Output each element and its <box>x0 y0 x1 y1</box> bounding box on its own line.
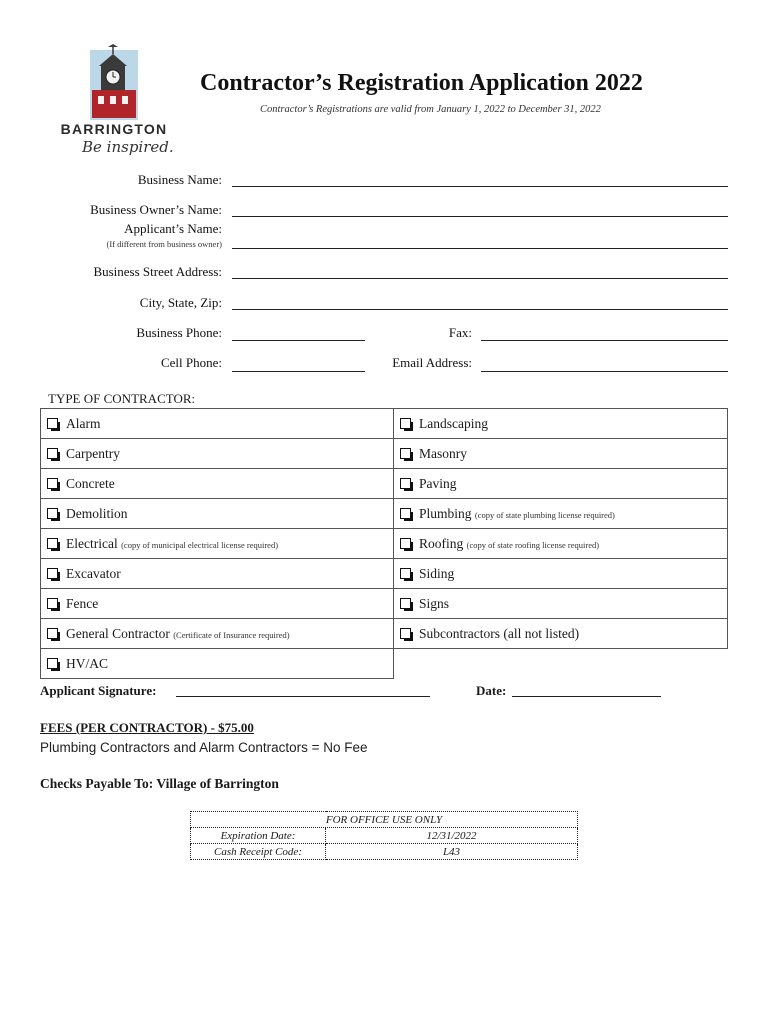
street-label: Business Street Address: <box>93 264 222 279</box>
contractor-type-heading: TYPE OF CONTRACTOR: <box>48 391 196 406</box>
type-cell[interactable] <box>394 439 728 469</box>
type-label: Paving <box>419 475 457 491</box>
office-value: L43 <box>326 844 578 860</box>
type-cell[interactable] <box>394 529 728 559</box>
checkbox-icon[interactable] <box>47 478 58 489</box>
table-row <box>41 409 728 439</box>
checkbox-icon[interactable] <box>47 508 58 519</box>
type-cell[interactable] <box>41 499 394 529</box>
table-row <box>41 649 728 679</box>
applicant-name-label: Applicant’s Name: <box>124 221 222 236</box>
checkbox-icon[interactable] <box>400 478 411 489</box>
type-cell[interactable] <box>41 649 394 679</box>
table-row <box>41 469 728 499</box>
type-cell[interactable] <box>41 529 394 559</box>
type-cell[interactable] <box>41 589 394 619</box>
applicant-name-field[interactable] <box>232 248 728 249</box>
office-heading: FOR OFFICE USE ONLY <box>191 812 578 828</box>
type-cell[interactable] <box>394 409 728 439</box>
type-label: Concrete <box>66 475 115 491</box>
page-title: Contractor’s Registration Application 2022 <box>200 70 643 96</box>
table-row <box>41 559 728 589</box>
office-label: Expiration Date: <box>191 828 326 844</box>
table-row <box>41 499 728 529</box>
cell-phone-label: Cell Phone: <box>160 355 222 370</box>
type-note: (copy of state roofing license required) <box>466 539 600 550</box>
checks-payable: Checks Payable To: Village of Barrington <box>40 776 279 791</box>
table-row <box>41 439 728 469</box>
table-row <box>41 529 728 559</box>
type-label: General Contractor <box>66 625 170 641</box>
fax-field[interactable] <box>481 340 728 341</box>
contractor-type-table <box>40 408 728 679</box>
type-cell[interactable] <box>41 619 394 649</box>
type-cell[interactable] <box>41 559 394 589</box>
office-use-table <box>190 811 578 860</box>
type-label: Demolition <box>66 505 128 521</box>
type-cell[interactable] <box>41 439 394 469</box>
city-label: City, State, Zip: <box>139 295 222 310</box>
city-field[interactable] <box>232 309 728 310</box>
checkbox-icon[interactable] <box>400 628 411 639</box>
fees-heading: FEES (PER CONTRACTOR) - $75.00 <box>40 720 254 735</box>
type-note: (copy of state plumbing license required) <box>474 509 615 520</box>
table-row <box>191 812 578 828</box>
office-value: 12/31/2022 <box>326 828 578 844</box>
checkbox-icon[interactable] <box>47 538 58 549</box>
type-label: Masonry <box>419 445 467 461</box>
type-label: Alarm <box>66 415 101 431</box>
type-cell[interactable] <box>394 499 728 529</box>
business-name-field[interactable] <box>232 186 728 187</box>
type-cell[interactable] <box>394 619 728 649</box>
email-field[interactable] <box>481 371 728 372</box>
checkbox-icon[interactable] <box>47 628 58 639</box>
date-field[interactable] <box>512 696 661 697</box>
checkbox-icon[interactable] <box>400 508 411 519</box>
checkbox-icon[interactable] <box>47 598 58 609</box>
checkbox-icon[interactable] <box>47 448 58 459</box>
type-label: Electrical <box>66 535 118 551</box>
type-label: Excavator <box>66 565 121 581</box>
type-label: Fence <box>66 595 99 611</box>
type-note: (Certificate of Insurance required) <box>173 629 290 640</box>
checkbox-icon[interactable] <box>400 568 411 579</box>
table-row <box>41 589 728 619</box>
owner-name-label: Business Owner’s Name: <box>90 202 222 217</box>
email-label: Email Address: <box>392 355 472 370</box>
type-cell[interactable] <box>394 589 728 619</box>
type-cell[interactable] <box>394 469 728 499</box>
office-label: Cash Receipt Code: <box>191 844 326 860</box>
type-label: Carpentry <box>66 445 120 461</box>
business-phone-field[interactable] <box>232 340 365 341</box>
type-cell[interactable] <box>394 559 728 589</box>
logo-wordmark: BARRINGTON <box>60 121 168 137</box>
type-label: Siding <box>419 565 455 581</box>
table-row <box>41 619 728 649</box>
checkbox-icon[interactable] <box>400 418 411 429</box>
business-phone-label: Business Phone: <box>136 325 222 340</box>
checkbox-icon[interactable] <box>400 448 411 459</box>
street-field[interactable] <box>232 278 728 279</box>
checkbox-icon[interactable] <box>47 658 58 669</box>
owner-name-field[interactable] <box>232 216 728 217</box>
type-label: HV/AC <box>66 655 109 671</box>
table-row <box>191 844 578 860</box>
checkbox-icon[interactable] <box>400 538 411 549</box>
checkbox-icon[interactable] <box>47 418 58 429</box>
type-cell[interactable] <box>41 409 394 439</box>
fees-text: Plumbing Contractors and Alarm Contractors = No Fee <box>40 740 368 755</box>
applicant-name-note: (If different from business owner) <box>106 239 222 249</box>
empty-cell <box>394 649 728 679</box>
checkbox-icon[interactable] <box>400 598 411 609</box>
type-label: Plumbing <box>419 505 472 521</box>
type-note: (copy of municipal electrical license required) <box>121 539 279 550</box>
logo-tagline: Be inspired. <box>82 138 174 156</box>
type-label: Roofing <box>419 535 464 551</box>
type-label: Signs <box>419 595 450 611</box>
fax-label: Fax: <box>448 325 472 340</box>
cell-phone-field[interactable] <box>232 371 365 372</box>
signature-label: Applicant Signature: <box>40 683 157 698</box>
signature-field[interactable] <box>176 696 430 697</box>
business-name-label: Business Name: <box>137 172 222 187</box>
table-row <box>191 828 578 844</box>
type-cell[interactable] <box>41 469 394 499</box>
type-label: Subcontractors (all not listed) <box>419 625 580 641</box>
checkbox-icon[interactable] <box>47 568 58 579</box>
page-subtitle: Contractor’s Registrations are valid from January 1, 2022 to December 31, 2022 <box>260 104 601 115</box>
type-label: Landscaping <box>419 415 488 431</box>
date-label: Date: <box>476 683 507 698</box>
